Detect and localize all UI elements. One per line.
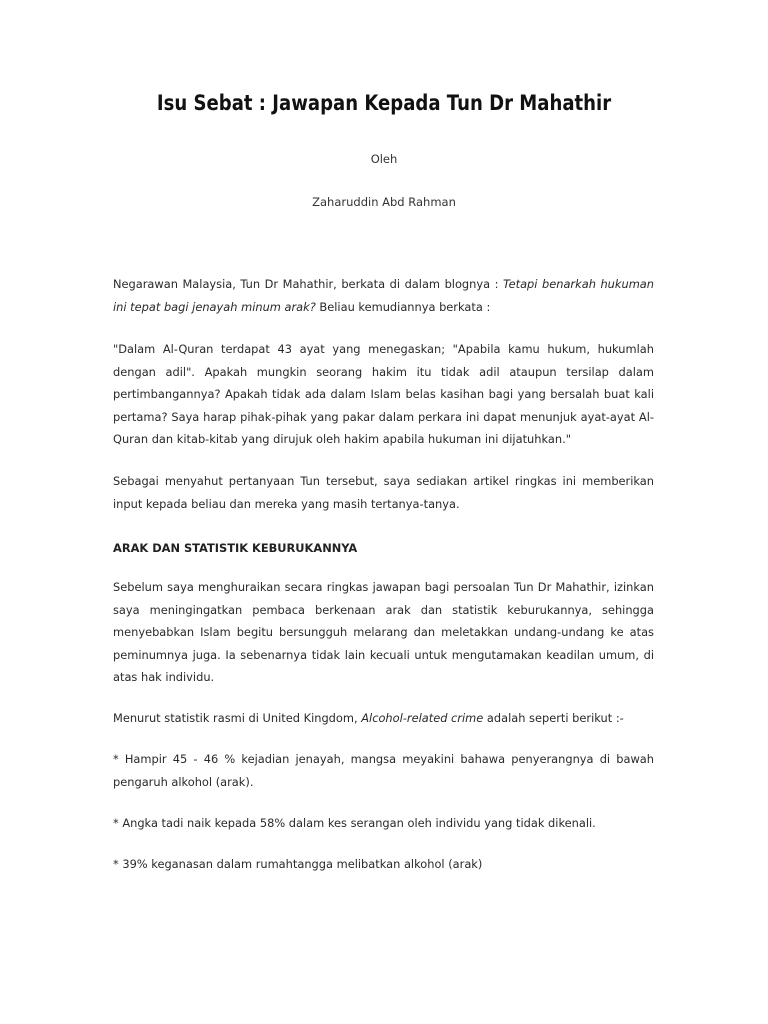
section-paragraph: Sebelum saya menghuraikan secara ringkas jawapan bagi persoalan Tun Dr Mahathir, izinkan saya meningingatkan pembaca berkenaan arak dan statistik keburukannya, sehingga menyebabkan Islam begitu bersungguh melarang dan meletakkan undang-undang ke atas peminumnya juga. Ia sebenarnya tidak lain kecuali untuk mengutamakan keadilan umum, di atas hak individu. [113, 580, 654, 685]
statistics-intro-text: Menurut statistik rasmi di United Kingdom, [113, 711, 362, 725]
section-heading: ARAK DAN STATISTIK KEBURUKANNYA [113, 541, 358, 555]
statistic-item-2: * Angka tadi naik kepada 58% dalam kes serangan oleh individu yang tidak dikenali. [113, 816, 596, 830]
intro-text: Negarawan Malaysia, Tun Dr Mahathir, berkata di dalam blognya : [113, 277, 504, 291]
statistics-intro-text-end: adalah seperti berikut :- [483, 711, 624, 725]
statistic-item-1: * Hampir 45 - 46 % kejadian jenayah, mangsa meyakini bahawa penyerangnya di bawah pengaruh alkohol (arak). [113, 752, 654, 789]
response-paragraph: Sebagai menyahut pertanyaan Tun tersebut, saya sediakan artikel ringkas ini memberikan input kepada beliau dan mereka yang masih tertanya-tanya. [113, 474, 654, 511]
byline-oleh: Oleh [370, 152, 398, 166]
intro-paragraph [113, 273, 654, 318]
intro-quote-italic: Tetapi benarkah hukuman ini tepat bagi jenayah minum arak? [113, 277, 655, 314]
author-name: Zaharuddin Abd Rahman [312, 195, 456, 209]
statistic-item-3: * 39% keganasan dalam rumahtangga melibatkan alkohol (arak) [113, 857, 483, 871]
statistics-intro-paragraph [113, 707, 654, 730]
document-title: Isu Sebat : Jawapan Kepada Tun Dr Mahathir [156, 91, 612, 115]
quote-paragraph: "Dalam Al-Quran terdapat 43 ayat yang menegaskan; "Apabila kamu hukum, hukumlah dengan adil". Apakah mungkin seorang hakim itu tidak adil ataupun tersilap dalam pertimbangannya? Apakah tidak ada dalam Islam belas kasihan bagi yang bersalah buat kali pertama? Saya harap pihak-pihak yang pakar dalam perkara ini dapat menunjuk ayat-ayat Al-Quran dan kitab-kitab yang dirujuk oleh hakim apabila hukuman ini dijatuhkan." [113, 342, 654, 447]
intro-text-end: Beliau kemudiannya berkata : [315, 299, 491, 314]
statistics-intro-italic: Alcohol-related crime [361, 711, 484, 725]
